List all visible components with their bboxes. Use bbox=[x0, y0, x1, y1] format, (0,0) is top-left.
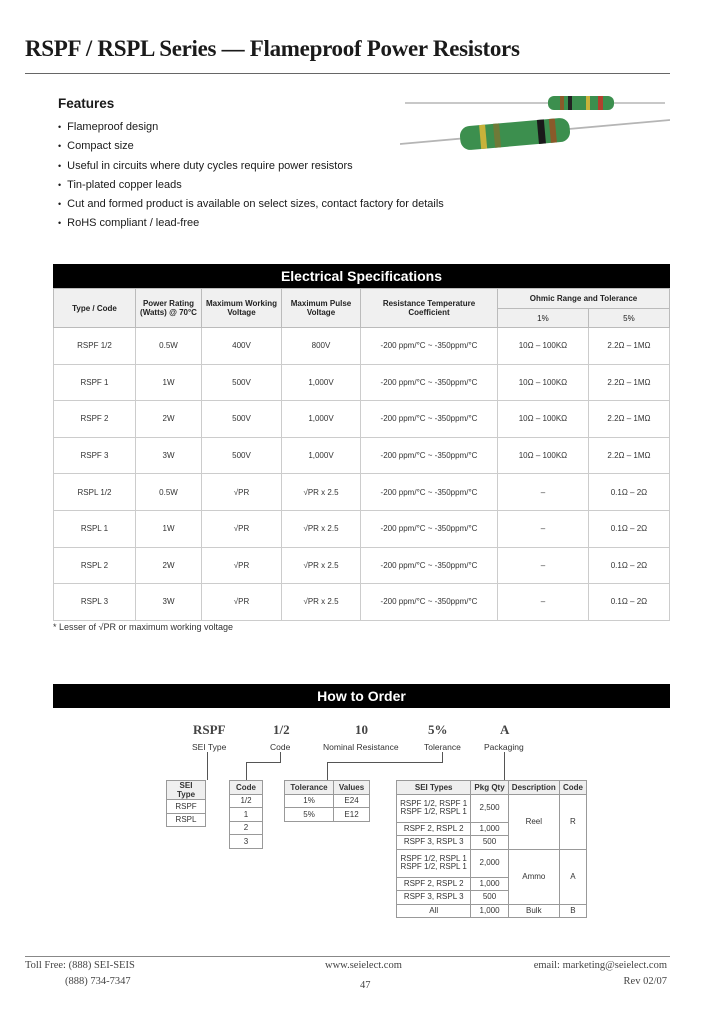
footer-email-link[interactable]: email: marketing@seielect.com bbox=[533, 960, 667, 971]
pkg-code-header: Code bbox=[559, 781, 586, 795]
pkg-qty-cell: 500 bbox=[471, 891, 508, 905]
connector-line bbox=[280, 752, 281, 762]
spec-cell-ohmic-5: 0.1Ω – 2Ω bbox=[588, 584, 669, 621]
sei-type-table bbox=[166, 780, 206, 827]
pkg-desc-cell: Reel bbox=[508, 794, 559, 849]
spec-cell-type: RSPF 2 bbox=[54, 401, 136, 438]
spec-cell-working-voltage: 400V bbox=[202, 328, 282, 365]
pkg-desc-cell: Bulk bbox=[508, 904, 559, 918]
spec-cell-ohmic-5: 2.2Ω – 1MΩ bbox=[588, 437, 669, 474]
label-tolerance: Tolerance bbox=[424, 742, 461, 752]
pkg-qty-cell: 2,500 bbox=[471, 794, 508, 822]
col-pulse-voltage: Maximum Pulse Voltage bbox=[282, 289, 361, 328]
pkg-code-cell: R bbox=[559, 794, 586, 849]
sei-type-header: SEI Type bbox=[167, 781, 206, 800]
spec-cell-ohmic-5: 0.1Ω – 2Ω bbox=[588, 547, 669, 584]
code-resistance: 10 bbox=[355, 722, 368, 737]
code-cell: 2 bbox=[230, 821, 263, 835]
col-tol-1: 1% bbox=[498, 309, 589, 328]
spec-cell-type: RSPL 1 bbox=[54, 510, 136, 547]
spec-cell-working-voltage: 500V bbox=[202, 437, 282, 474]
electrical-specifications-header: Electrical Specifications bbox=[53, 264, 670, 288]
spec-cell-pulse-voltage: 1,000V bbox=[282, 364, 361, 401]
spec-cell-ohmic-5: 0.1Ω – 2Ω bbox=[588, 474, 669, 511]
spec-cell-pulse-voltage: 1,000V bbox=[282, 437, 361, 474]
pkg-types-cell: RSPF 3, RSPL 3 bbox=[397, 891, 471, 905]
pkg-qty-cell: 2,000 bbox=[471, 849, 508, 877]
spec-row bbox=[54, 474, 670, 511]
spec-cell-pulse-voltage: √PR x 2.5 bbox=[282, 510, 361, 547]
spec-cell-type: RSPF 3 bbox=[54, 437, 136, 474]
spec-row bbox=[54, 364, 670, 401]
how-to-order-header: How to Order bbox=[53, 684, 670, 708]
spec-cell-tcr: -200 ppm/°C ~ -350ppm/°C bbox=[361, 328, 498, 365]
packaging-table bbox=[396, 780, 587, 918]
spec-cell-working-voltage: 500V bbox=[202, 401, 282, 438]
footnote: * Lesser of √PR or maximum working voltage bbox=[53, 622, 234, 632]
code-cell: 1 bbox=[230, 808, 263, 822]
code-sei-type: RSPF bbox=[193, 722, 226, 737]
col-power: Power Rating (Watts) @ 70°C bbox=[136, 289, 202, 328]
spec-cell-ohmic-5: 2.2Ω – 1MΩ bbox=[588, 401, 669, 438]
connector-line bbox=[504, 752, 505, 780]
spec-cell-ohmic-1: – bbox=[498, 547, 589, 584]
spec-cell-ohmic-5: 0.1Ω – 2Ω bbox=[588, 510, 669, 547]
pkg-desc-cell: Ammo bbox=[508, 849, 559, 904]
pkg-types-header: SEI Types bbox=[397, 781, 471, 795]
connector-line bbox=[207, 752, 208, 780]
footer-tollfree: Toll Free: (888) SEI-SEIS bbox=[25, 960, 135, 971]
sei-type-cell: RSPL bbox=[167, 813, 206, 827]
spec-cell-working-voltage: √PR bbox=[202, 474, 282, 511]
spec-row bbox=[54, 547, 670, 584]
resistor-image bbox=[400, 90, 670, 170]
spec-cell-tcr: -200 ppm/°C ~ -350ppm/°C bbox=[361, 510, 498, 547]
connector-line bbox=[246, 762, 281, 763]
spec-cell-ohmic-1: – bbox=[498, 584, 589, 621]
feature-item: • Cut and formed product is available on select sizes, contact factory for details bbox=[58, 195, 444, 214]
tolerance-table bbox=[284, 780, 370, 822]
pkg-code-cell: A bbox=[559, 849, 586, 904]
spec-cell-pulse-voltage: 1,000V bbox=[282, 401, 361, 438]
pkg-types-cell: All bbox=[397, 904, 471, 918]
col-working-voltage: Maximum Working Voltage bbox=[202, 289, 282, 328]
tolerance-header: Tolerance bbox=[285, 781, 334, 795]
pkg-code-cell: B bbox=[559, 904, 586, 918]
spec-cell-ohmic-5: 2.2Ω – 1MΩ bbox=[588, 328, 669, 365]
spec-cell-tcr: -200 ppm/°C ~ -350ppm/°C bbox=[361, 547, 498, 584]
spec-cell-ohmic-1: – bbox=[498, 510, 589, 547]
connector-line bbox=[327, 762, 328, 780]
small-resistor-body bbox=[548, 96, 614, 110]
spec-cell-ohmic-1: 10Ω – 100KΩ bbox=[498, 328, 589, 365]
sei-type-cell: RSPF bbox=[167, 800, 206, 814]
spec-cell-working-voltage: √PR bbox=[202, 547, 282, 584]
spec-cell-pulse-voltage: √PR x 2.5 bbox=[282, 474, 361, 511]
spec-cell-tcr: -200 ppm/°C ~ -350ppm/°C bbox=[361, 364, 498, 401]
pkg-types-cell: RSPF 1/2, RSPL 1 RSPF 1/2, RSPL 1 bbox=[397, 849, 471, 877]
pkg-qty-cell: 1,000 bbox=[471, 904, 508, 918]
spec-cell-power: 1W bbox=[136, 364, 202, 401]
spec-cell-tcr: -200 ppm/°C ~ -350ppm/°C bbox=[361, 584, 498, 621]
spec-cell-tcr: -200 ppm/°C ~ -350ppm/°C bbox=[361, 437, 498, 474]
spec-cell-type: RSPF 1/2 bbox=[54, 328, 136, 365]
spec-cell-power: 0.5W bbox=[136, 474, 202, 511]
page-title: RSPF / RSPL Series — Flameproof Power Resistors bbox=[25, 36, 520, 61]
footer-website-link[interactable]: www.seielect.com bbox=[325, 960, 402, 971]
spec-row bbox=[54, 401, 670, 438]
spec-row bbox=[54, 437, 670, 474]
connector-line bbox=[246, 762, 247, 780]
tolerance-cell: 5% bbox=[285, 808, 334, 822]
col-type: Type / Code bbox=[54, 289, 136, 328]
label-sei-type: SEI Type bbox=[192, 742, 227, 752]
label-nominal-resistance: Nominal Resistance bbox=[323, 742, 399, 752]
code-cell: 1/2 bbox=[230, 794, 263, 808]
pkg-qty-header: Pkg Qty bbox=[471, 781, 508, 795]
col-tol-5: 5% bbox=[588, 309, 669, 328]
spec-cell-pulse-voltage: 800V bbox=[282, 328, 361, 365]
spec-row bbox=[54, 584, 670, 621]
spec-cell-working-voltage: √PR bbox=[202, 510, 282, 547]
spec-cell-ohmic-1: – bbox=[498, 474, 589, 511]
pkg-types-cell: RSPF 2, RSPL 2 bbox=[397, 877, 471, 891]
values-cell: E24 bbox=[334, 794, 370, 808]
col-tcr: Resistance Temperature Coefficient bbox=[361, 289, 498, 328]
footer-divider bbox=[25, 956, 670, 957]
spec-cell-pulse-voltage: √PR x 2.5 bbox=[282, 547, 361, 584]
spec-cell-power: 3W bbox=[136, 584, 202, 621]
page-number: 47 bbox=[360, 980, 371, 991]
spec-cell-type: RSPL 2 bbox=[54, 547, 136, 584]
spec-cell-pulse-voltage: √PR x 2.5 bbox=[282, 584, 361, 621]
spec-cell-power: 1W bbox=[136, 510, 202, 547]
spec-row bbox=[54, 510, 670, 547]
values-cell: E12 bbox=[334, 808, 370, 822]
label-packaging: Packaging bbox=[484, 742, 524, 752]
col-ohmic-range: Ohmic Range and Tolerance bbox=[498, 289, 670, 309]
feature-item: • Tin-plated copper leads bbox=[58, 176, 444, 195]
code-table bbox=[229, 780, 263, 849]
code-size: 1/2 bbox=[273, 722, 290, 737]
spec-cell-ohmic-5: 2.2Ω – 1MΩ bbox=[588, 364, 669, 401]
code-tolerance: 5% bbox=[428, 722, 448, 737]
pkg-qty-cell: 500 bbox=[471, 836, 508, 850]
feature-item: • RoHS compliant / lead-free bbox=[58, 214, 444, 233]
pkg-qty-cell: 1,000 bbox=[471, 877, 508, 891]
spec-cell-power: 0.5W bbox=[136, 328, 202, 365]
connector-line bbox=[327, 762, 443, 763]
spec-cell-ohmic-1: 10Ω – 100KΩ bbox=[498, 437, 589, 474]
feature-item: • Useful in circuits where duty cycles require power resistors bbox=[58, 157, 444, 176]
spec-cell-power: 3W bbox=[136, 437, 202, 474]
features-heading: Features bbox=[58, 96, 115, 111]
electrical-specifications-table bbox=[53, 288, 670, 621]
spec-cell-type: RSPL 3 bbox=[54, 584, 136, 621]
footer-revision: Rev 02/07 bbox=[623, 976, 667, 987]
spec-cell-ohmic-1: 10Ω – 100KΩ bbox=[498, 401, 589, 438]
feature-item: • Flameproof design bbox=[58, 118, 444, 137]
code-packaging: A bbox=[500, 722, 510, 737]
code-cell: 3 bbox=[230, 835, 263, 849]
spec-cell-type: RSPL 1/2 bbox=[54, 474, 136, 511]
pkg-types-cell: RSPF 1/2, RSPF 1 RSPF 1/2, RSPL 1 bbox=[397, 794, 471, 822]
spec-cell-working-voltage: 500V bbox=[202, 364, 282, 401]
footer-phone: (888) 734-7347 bbox=[65, 976, 131, 987]
pkg-qty-cell: 1,000 bbox=[471, 822, 508, 836]
spec-cell-tcr: -200 ppm/°C ~ -350ppm/°C bbox=[361, 474, 498, 511]
spec-cell-tcr: -200 ppm/°C ~ -350ppm/°C bbox=[361, 401, 498, 438]
features-list bbox=[58, 118, 444, 234]
spec-cell-working-voltage: √PR bbox=[202, 584, 282, 621]
values-header: Values bbox=[334, 781, 370, 795]
spec-cell-power: 2W bbox=[136, 401, 202, 438]
connector-line bbox=[442, 752, 443, 762]
code-header: Code bbox=[230, 781, 263, 795]
spec-row bbox=[54, 328, 670, 365]
pkg-types-cell: RSPF 3, RSPL 3 bbox=[397, 836, 471, 850]
feature-item: • Compact size bbox=[58, 137, 444, 156]
spec-cell-power: 2W bbox=[136, 547, 202, 584]
pkg-types-cell: RSPF 2, RSPL 2 bbox=[397, 822, 471, 836]
title-divider bbox=[25, 73, 670, 74]
spec-cell-type: RSPF 1 bbox=[54, 364, 136, 401]
pkg-desc-header: Description bbox=[508, 781, 559, 795]
tolerance-cell: 1% bbox=[285, 794, 334, 808]
label-code: Code bbox=[270, 742, 291, 752]
spec-cell-ohmic-1: 10Ω – 100KΩ bbox=[498, 364, 589, 401]
